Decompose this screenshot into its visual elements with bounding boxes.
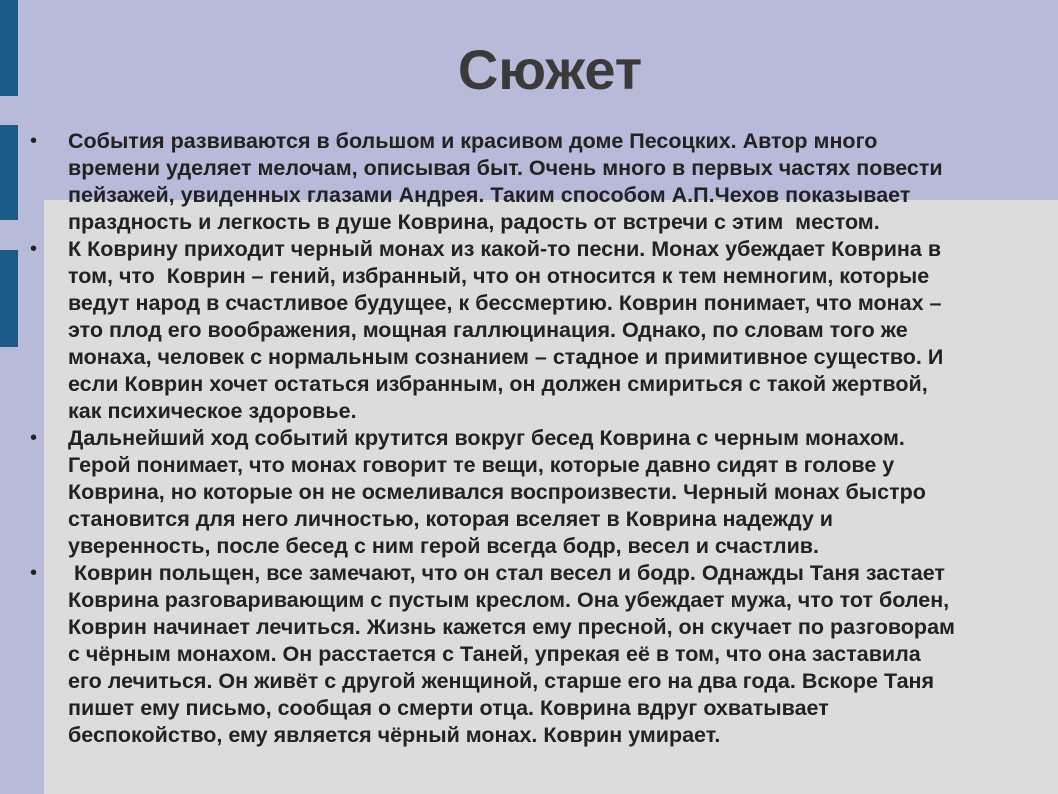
bullet-text: Коврин польщен, все замечают, что он стал весел и бодр. Однажды Таня застает Коврина разговаривающим с пустым креслом. Она убеждает мужа, что тот болен, Коврин начинает лечиться. Жизнь кажется ему пресной, он скучает по разговорам с чёрным монахом. Он расстается с Таней, упрекая её в том, что она заставила его лечиться. Он живёт с другой женщиной, старше его на два года. Вскоре Таня пишет ему письмо, сообщая о смерти отца. Коврина вдруг охватывает беспокойство, ему является чёрный монах. Коврин умирает. bbox=[68, 561, 955, 747]
bullet-list bbox=[30, 128, 1058, 749]
slide-title: Сюжет bbox=[457, 38, 643, 101]
bullet-item-1 bbox=[30, 128, 1058, 236]
accent-bar-bottom bbox=[0, 250, 18, 347]
bullet-text: События развиваются в большом и красивом доме Песоцких. Автор много времени уделяет мелочам, описывая быт. Очень много в первых частях повести пейзажей, увиденных глазами Андрея. Таким способом А.П.Чехов показывает праздность и легкость в душе Коврина, радость от встречи с этим местом. bbox=[68, 129, 943, 234]
bullet-text: Дальнейший ход событий крутится вокруг бесед Коврина с черным монахом. Герой понимает, что монах говорит те вещи, которые давно сидят в голове у Коврина, но которые он не осмеливался воспроизвести. Черный монах быстро становится для него личностью, которая вселяет в Коврина надежду и уверенность, после бесед с ним герой всегда бодр, весел и счастлив. bbox=[68, 426, 926, 558]
bullet-marker: • bbox=[30, 130, 38, 152]
bullet-marker: • bbox=[30, 238, 38, 260]
bullet-item-3 bbox=[30, 425, 1058, 560]
bullet-item-4 bbox=[30, 560, 1058, 749]
bullet-item-2 bbox=[30, 236, 1058, 425]
bullet-marker: • bbox=[30, 427, 38, 449]
accent-bar-middle bbox=[0, 125, 18, 220]
bullet-marker: • bbox=[30, 562, 38, 584]
bullet-text: К Коврину приходит черный монах из какой-то песни. Монах убеждает Коврина в том, что Коврин – гений, избранный, что он относится к тем немногим, которые ведут народ в счастливое будущее, к бессмертию. Коврин понимает, что монах – это плод его воображения, мощная галлюцинация. Однако, по словам того же монаха, человек с нормальным сознанием – стадное и примитивное существо. И если Коврин хочет остаться избранным, он должен смириться с такой жертвой, как психическое здоровье. bbox=[68, 237, 944, 423]
